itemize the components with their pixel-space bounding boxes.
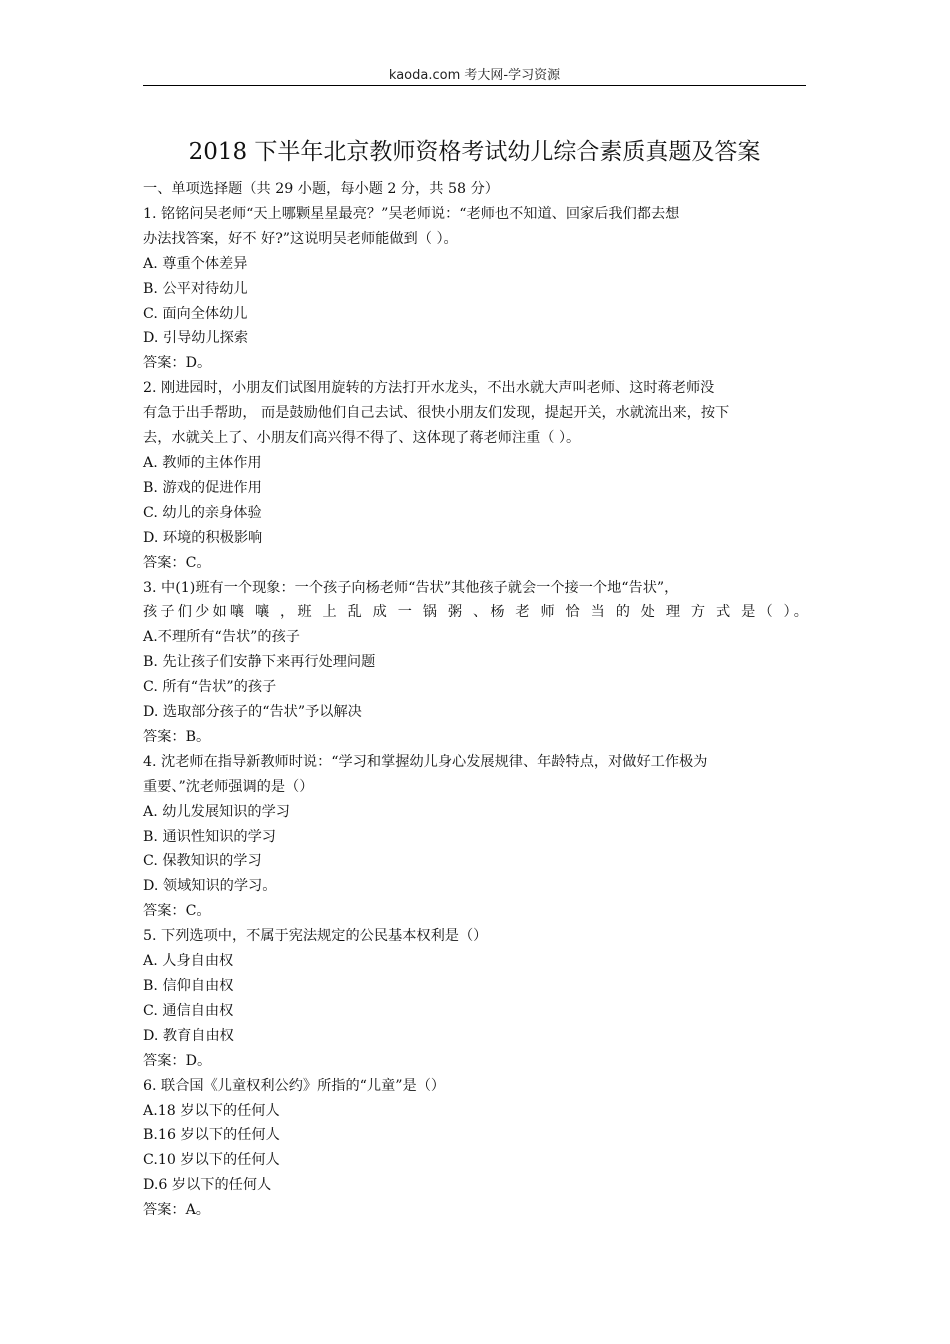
question-text-line: 去，水就关上了、小朋友们高兴得不得了、这体现了蒋老师注重（ ）。 xyxy=(143,430,581,447)
option-a: A. 尊重个体差异 xyxy=(143,255,248,272)
section-heading: 一、单项选择题（共 29 小题，每小题 2 分，共 58 分） xyxy=(143,181,499,197)
option-d: D.6 岁以下的任何人 xyxy=(143,1177,272,1194)
option-a: A. 教师的主体作用 xyxy=(143,454,262,471)
question-4 xyxy=(143,750,808,924)
option-b: B. 先让孩子们安静下来再行处理问题 xyxy=(143,654,376,671)
option-d: D. 选取部分孩子的“告状”予以解决 xyxy=(143,704,362,721)
question-text-line: 5. 下列选项中，不属于宪法规定的公民基本权利是（） xyxy=(143,928,488,945)
option-c: C. 所有“告状”的孩子 xyxy=(143,679,277,696)
option-a: A. 幼儿发展知识的学习 xyxy=(143,803,290,820)
option-b: B. 通识性知识的学习 xyxy=(143,828,276,845)
page-header: kaoda.com 考大网-学习资源 xyxy=(388,68,561,83)
question-text-line: 重要、”沈老师强调的是（） xyxy=(143,778,314,795)
question-2 xyxy=(143,376,808,575)
option-b: B. 公平对待幼儿 xyxy=(143,280,248,297)
exam-content xyxy=(143,177,808,1223)
option-c: C. 通信自由权 xyxy=(143,1002,234,1019)
question-text-line: 6. 联合国《儿童权利公约》所指的“儿童”是（） xyxy=(143,1077,446,1094)
question-text-line: 3. 中(1)班有一个现象：一个孩子向杨老师“告状”其他孩子就会一个接一个地“告状”， xyxy=(143,579,679,596)
option-c: C. 面向全体幼儿 xyxy=(143,305,248,322)
header-rule xyxy=(143,85,806,86)
option-c: C. 保教知识的学习 xyxy=(143,853,262,870)
question-text-line: 2. 刚进园时，小朋友们试图用旋转的方法打开水龙头，不出水就大声叫老师、这时蒋老师没 xyxy=(143,380,715,397)
question-5 xyxy=(143,924,808,1073)
question-1 xyxy=(143,202,808,376)
answer: 答案：B。 xyxy=(143,728,211,745)
question-text-line: 办法找答案，好不 好?”这说明吴老师能做到（ ）。 xyxy=(143,230,458,247)
option-a: A. 人身自由权 xyxy=(143,953,234,970)
option-d: D. 教育自由权 xyxy=(143,1027,234,1044)
option-d: D. 环境的积极影响 xyxy=(143,529,263,546)
answer: 答案：D。 xyxy=(143,355,212,372)
answer: 答案：A。 xyxy=(143,1202,210,1219)
option-a: A.不理所有“告状”的孩子 xyxy=(143,629,300,646)
option-c: C.10 岁以下的任何人 xyxy=(143,1152,280,1169)
question-text-line: 1. 铭铭问吴老师“天上哪颗星星最亮？”吴老师说：“老师也不知道、回家后我们都去想 xyxy=(143,205,680,222)
option-b: B. 信仰自由权 xyxy=(143,978,234,994)
question-3 xyxy=(143,576,808,750)
option-d: D. 引导幼儿探索 xyxy=(143,330,249,347)
answer: 答案：C。 xyxy=(143,554,211,571)
question-6 xyxy=(143,1074,808,1223)
option-b: B. 游戏的促进作用 xyxy=(143,479,262,496)
question-text-line: 有急于出手帮助， 而是鼓励他们自己去试、很快小朋友们发现，提起开关，水就流出来，按下 xyxy=(143,405,730,422)
option-c: C. 幼儿的亲身体验 xyxy=(143,504,262,521)
option-a: A.18 岁以下的任何人 xyxy=(143,1102,280,1119)
answer: 答案：D。 xyxy=(143,1052,212,1069)
question-text-line: 孩子们少如嚷 嚷 ，班 上 乱 成 一 锅 粥 、杨 老 师 恰 当 的 处 理 方 式 是（ ）。 xyxy=(143,604,808,621)
page-title: 2018 下半年北京教师资格考试幼儿综合素质真题及答案 xyxy=(188,139,761,165)
question-text-line: 4. 沈老师在指导新教师时说：“学习和掌握幼儿身心发展规律、年龄特点，对做好工作极为 xyxy=(143,753,708,770)
option-b: B.16 岁以下的任何人 xyxy=(143,1127,280,1144)
option-d: D. 领域知识的学习。 xyxy=(143,878,277,895)
answer: 答案：C。 xyxy=(143,903,211,920)
